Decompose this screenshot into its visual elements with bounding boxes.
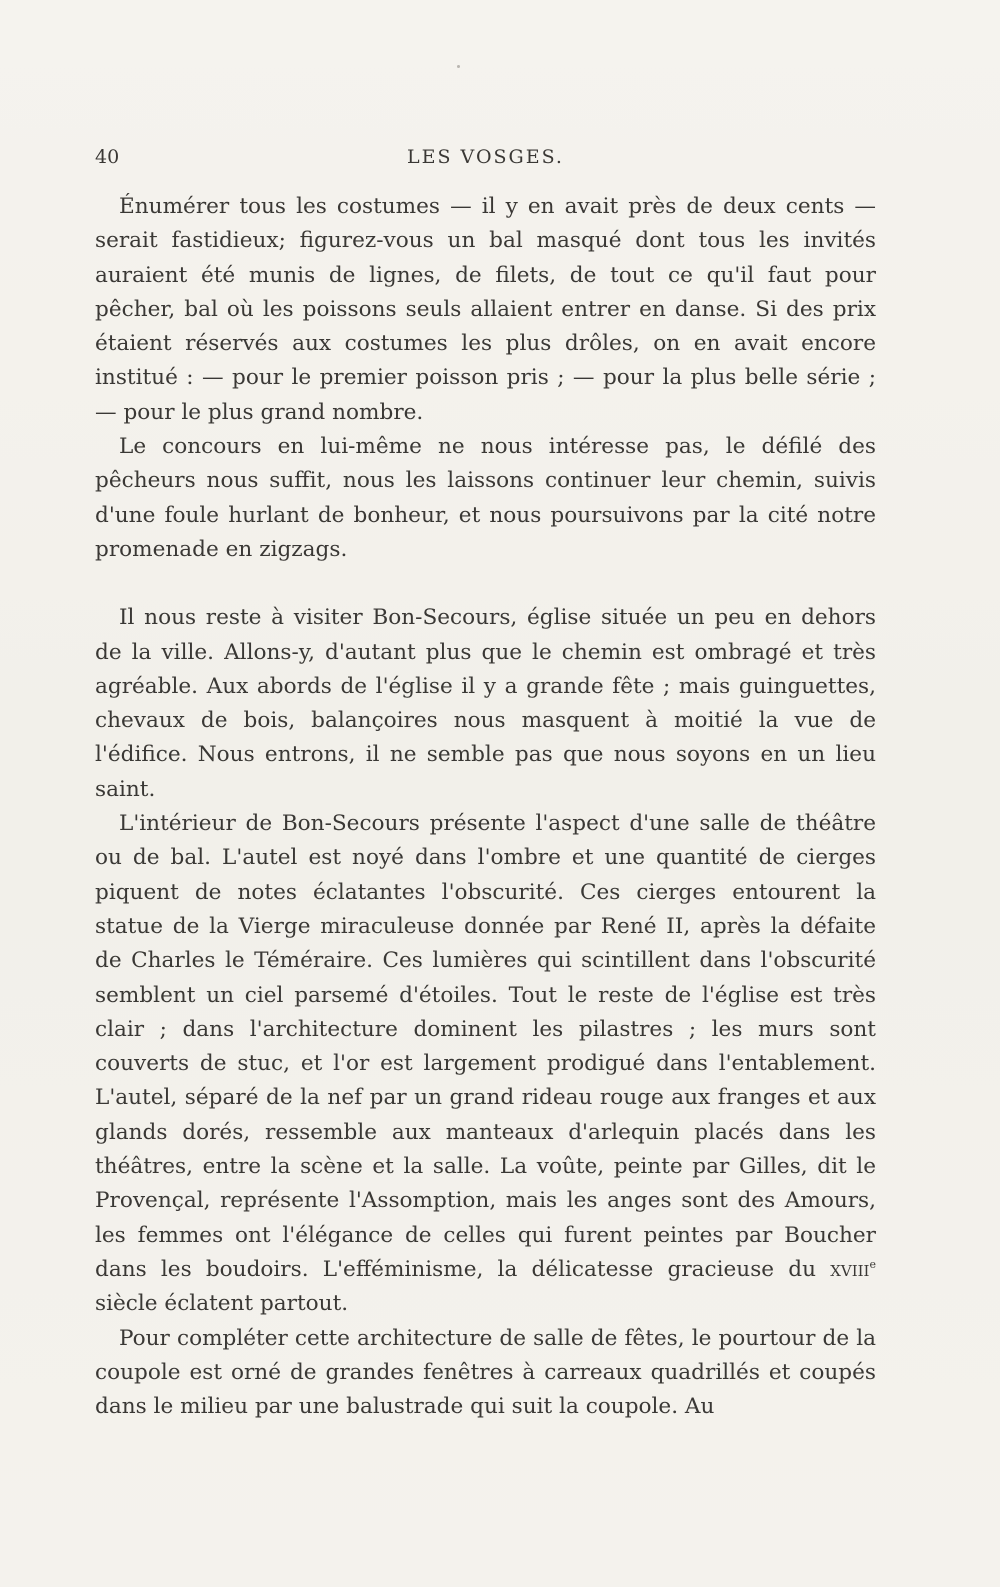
paragraph-interieur-end: siècle éclatent partout. xyxy=(95,1291,349,1317)
page-header xyxy=(95,146,876,176)
paragraph-concours: Le concours en lui-même ne nous intéresse pas, le défilé des pêcheurs nous suffit, nous les laissons continuer leur chemin, suivis d'une foule hurlant de bonheur, et nous poursuivons par la cité notre promenade en zigzags. xyxy=(95,434,876,562)
paragraph-coupole: Pour compléter cette architecture de salle de fêtes, le pourtour de la coupole est orné de grandes fenêtres à carreaux quadrillés et coupés dans le milieu par une balustrade qui suit la coupole. Au xyxy=(95,1325,876,1420)
running-title: LES VOSGES. xyxy=(407,146,564,168)
paper-speck xyxy=(457,65,460,68)
century-superscript: e xyxy=(869,1257,876,1271)
century-numeral: xviii xyxy=(830,1256,870,1282)
paragraph-costumes: Énumérer tous les costumes — il y en avait près de deux cents — serait fastidieux; figurez-vous un bal masqué dont tous les invités auraient été munis de lignes, de filets, de tout ce qu'il faut pour pêcher, bal où les poissons seuls allaient entrer en danse. Si des prix étaient réservés aux costumes les plus drôles, on en avait encore institué : — pour le premier poisson pris ; — pour la plus belle série ; — pour le plus grand nombre. xyxy=(95,194,876,425)
paragraph-bon-secours: Il nous reste à visiter Bon-Secours, église située un peu en dehors de la ville. Allons-y, d'autant plus que le chemin est ombragé et très agréable. Aux abords de l'église il y a grande fête ; mais guinguettes, chevaux de bois, balançoires nous masquent à moitié la vue de l'édifice. Nous entrons, il ne semble pas que nous soyons en un lieu saint. xyxy=(95,605,876,802)
paragraph-interieur-text: L'intérieur de Bon-Secours présente l'aspect d'une salle de théâtre ou de bal. L'autel est noyé dans l'ombre et une quantité de cierges piquent de notes éclatantes l'obscurité. Ces cierges entourent la statue de la Vierge miraculeuse donnée par René II, après la défaite de Charles le Téméraire. Ces lumières qui scintillent dans l'obscurité semblent un ciel parsemé d'étoiles. Tout le reste de l'église est très clair ; dans l'architecture dominent les pilastres ; les murs sont couverts de stuc, et l'or est largement prodigué dans l'entablement. L'autel, séparé de la nef par un grand rideau rouge aux franges et aux glands dorés, ressemble aux manteaux d'arlequin placés dans les théâtres, entre la scène et la salle. La voûte, peinte par Gilles, dit le Provençal, représente l'Assomption, mais les anges sont des Amours, les femmes ont l'élégance de celles qui furent peintes par Boucher dans les boudoirs. L'efféminisme, la délicatesse gracieuse du xyxy=(95,811,876,1282)
paragraph-interieur xyxy=(95,807,876,1321)
page-number: 40 xyxy=(95,146,120,168)
body-text xyxy=(95,190,876,1424)
